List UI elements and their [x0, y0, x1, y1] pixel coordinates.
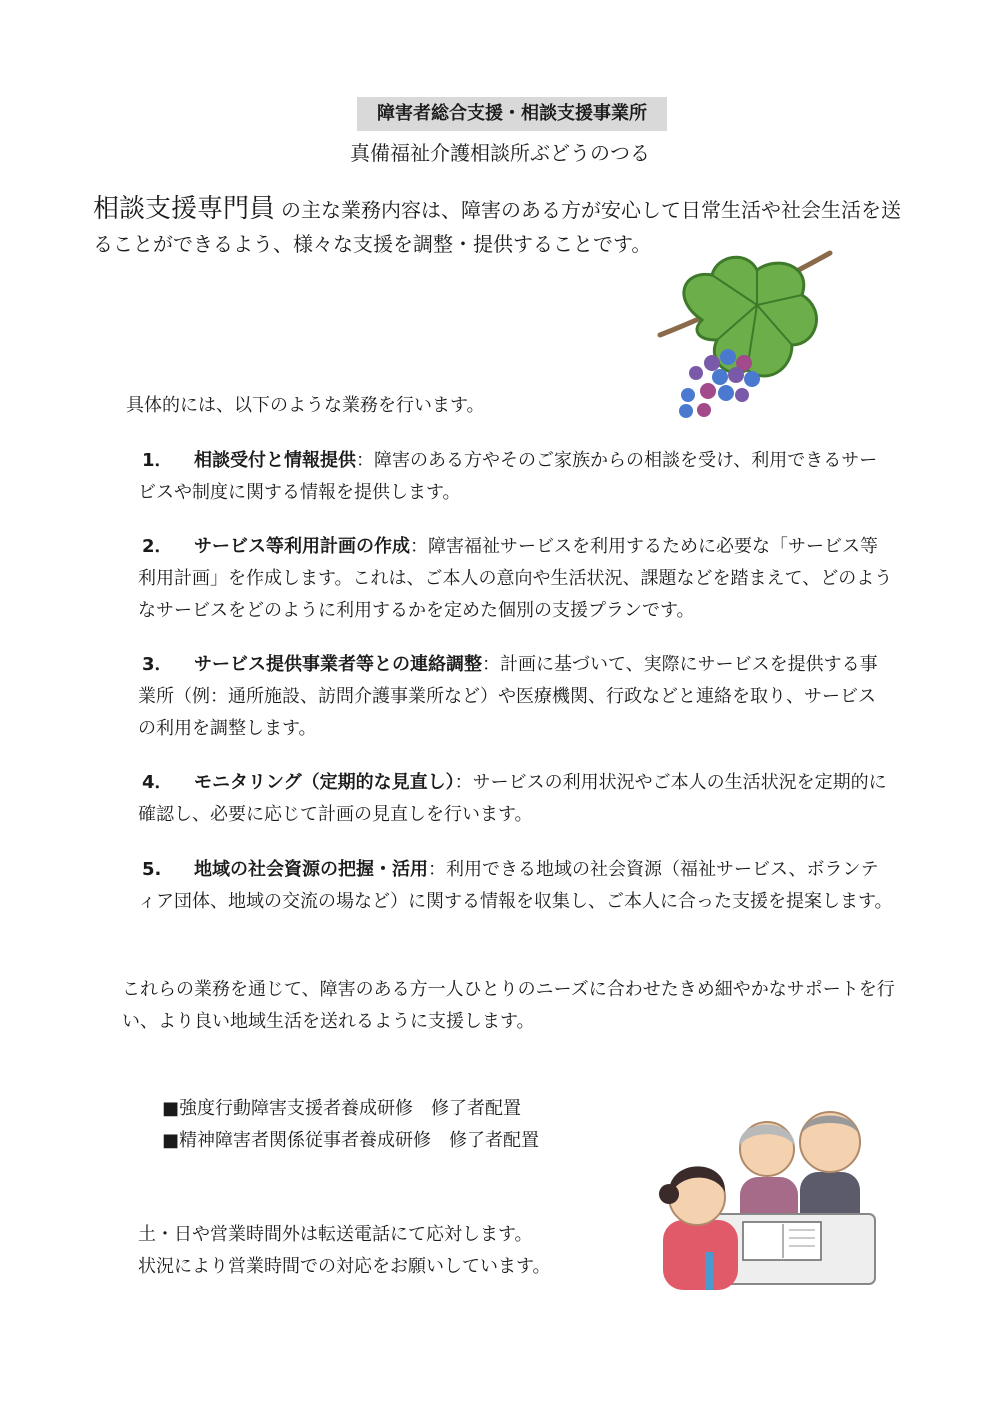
service-item	[138, 531, 893, 627]
hours-line: 土・日や営業時間外は転送電話にて応対します。	[138, 1224, 533, 1245]
org-name: 真備福祉介護相談所ぶどうのつる	[350, 141, 650, 165]
item-text: 利用できる地域の社会資源（福祉サービス、ボランティア団体、地域の交流の場など）に関する情報を収集し、ご本人に合った支援を提案します。	[138, 859, 893, 912]
item-separator: ：	[410, 536, 428, 557]
qualification-list	[162, 1093, 539, 1157]
item-text: 計画に基づいて、実際にサービスを提供する事業所（例：通所施設、訪問介護事業所など）や医療機関、行政などと連絡を取り、サービスの利用を調整します。	[138, 654, 878, 739]
item-title: 地域の社会資源の把握・活用	[194, 859, 428, 880]
service-item	[138, 767, 893, 831]
item-text: サービスの利用状況やご本人の生活状況を定期的に確認し、必要に応じて計画の見直しを行います。	[138, 772, 887, 825]
item-number: 5.	[142, 859, 162, 880]
item-title: モニタリング（定期的な見直し）	[194, 772, 455, 793]
office-type-badge: 障害者総合支援・相談支援事業所	[357, 97, 667, 131]
intro-text: の主な業務内容は、障害のある方が安心して日常生活や社会生活を送ることができるよう、様々な支援を調整・提供することです。	[93, 198, 902, 256]
item-title: サービス提供事業者等との連絡調整	[194, 654, 482, 675]
grape-illustration	[652, 245, 842, 425]
item-title: サービス等利用計画の作成	[194, 536, 410, 557]
item-number: 1．	[142, 450, 173, 471]
service-item	[138, 649, 893, 745]
item-separator: ：	[482, 654, 500, 675]
item-text: 障害福祉サービスを利用するために必要な「サービス等利用計画」を作成します。これは、ご本人の意向や生活状況、課題などを踏まえて、どのようなサービスをどのように利用するかを定めた個別の支援プランです。	[138, 536, 893, 621]
service-item	[138, 854, 893, 918]
staff-icon	[659, 1166, 738, 1290]
closing-paragraph: これらの業務を通じて、障害のある方一人ひとりのニーズに合わせたきめ細やかなサポートを行い、より良い地域生活を送れるように支援します。	[122, 979, 895, 1032]
item-separator: ：	[428, 859, 446, 880]
qualification-item: ■精神障害者関係従事者養成研修 修了者配置	[162, 1130, 540, 1151]
document-icon	[743, 1222, 821, 1260]
service-item	[138, 445, 893, 509]
item-separator: ：	[454, 772, 473, 793]
item-number: 2．	[142, 536, 173, 557]
item-number: 4．	[142, 772, 173, 793]
qualification-item: ■強度行動障害支援者養成研修 修了者配置	[162, 1098, 522, 1119]
role-title: 相談支援専門員	[93, 194, 276, 224]
item-number: 3．	[142, 654, 173, 675]
hours-note	[138, 1219, 551, 1283]
item-title: 相談受付と情報提供	[194, 450, 356, 471]
consultation-illustration	[655, 1102, 880, 1292]
item-text: 障害のある方やそのご家族からの相談を受け、利用できるサービスや制度に関する情報を提供します。	[138, 450, 878, 503]
item-separator: ：	[356, 450, 374, 471]
hours-line: 状況により営業時間での対応をお願いしています。	[138, 1256, 551, 1277]
lead-text: 具体的には、以下のような業務を行います。	[126, 395, 485, 416]
